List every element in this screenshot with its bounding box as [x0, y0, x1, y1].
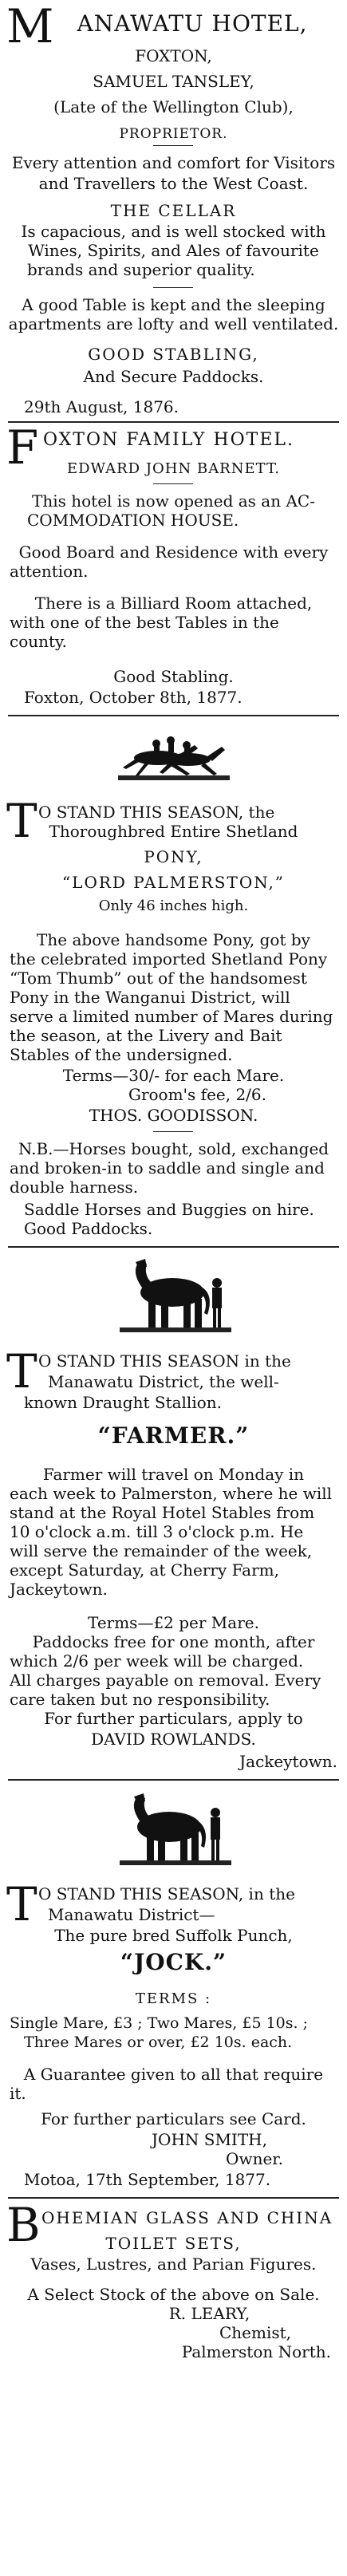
column-rule [8, 2197, 339, 2199]
draught-horse-woodcut-icon [120, 1256, 231, 1335]
ad-line: Terms—30/- for each Mare. [62, 1066, 285, 1085]
ad-line: Good Board and Residence with every [18, 542, 329, 562]
ad-line: All charges payable on removal. Every [10, 1671, 321, 1690]
ad-line: which 2/6 per week will be charged. [10, 1651, 304, 1671]
ad-line: Pony in the Wanganui District, will [10, 988, 290, 1007]
ad-line: Palmerston North. [181, 2342, 331, 2361]
horse-name: “LORD PALMERSTON,” [61, 873, 286, 892]
suffolk-horse-woodcut-icon [120, 1789, 231, 1868]
ad-line: with one of the best Tables in the [10, 613, 279, 632]
ad-date: Motoa, 17th September, 1877. [24, 2170, 271, 2189]
ad-line: Good Stabling. [113, 667, 234, 686]
ad-line: Three Mares or over, £2 10s. each. [24, 2034, 293, 2051]
column-rule [8, 1246, 339, 1248]
ad-line: A Select Stock of the above on Sale. [27, 2285, 320, 2304]
advertiser-name: THOS. GOODISSON. [89, 1106, 258, 1125]
ad-line: This hotel is now opened as an AC- [32, 491, 315, 511]
ad-line: stand at the Royal Hotel Stables from [10, 1503, 315, 1522]
ad-line: Farmer will travel on Monday in [42, 1465, 305, 1484]
short-rule [153, 483, 193, 484]
drop-cap: B [6, 2198, 41, 2252]
ad-date: Foxton, October 8th, 1877. [24, 688, 243, 707]
ad-line: Vases, Lustres, and Parian Figures. [30, 2254, 317, 2274]
ad-line: And Secure Paddocks. [83, 367, 264, 386]
subheading: THE CELLAR [110, 201, 237, 220]
ad-heading: O STAND THIS SEASON, in the [38, 1884, 295, 1903]
subheading: TOILET SETS, [105, 2234, 242, 2253]
ad-date: 29th August, 1876. [24, 397, 179, 416]
column-rule [8, 421, 339, 423]
ad-line: brands and superior quality. [27, 260, 255, 279]
horse-name: “JOCK.” [120, 1949, 227, 1975]
ad-heading: OXTON FAMILY HOTEL. [43, 430, 294, 450]
ad-line: Groom's fee, 2/6. [128, 1085, 267, 1104]
racehorses-woodcut-icon [118, 729, 230, 785]
short-rule [153, 145, 193, 146]
ad-line: Thoroughbred Entire Shetland [49, 822, 298, 841]
ad-line: A good Table is kept and the sleeping [22, 295, 325, 314]
ad-line: except Saturday, at Cherry Farm, [10, 1560, 279, 1580]
ad-line: and Travellers to the West Coast. [38, 174, 309, 193]
ad-line: FOXTON, [135, 46, 212, 65]
ad-line: The pure bred Suffolk Punch, [54, 1926, 293, 1945]
drop-cap: T [6, 1877, 37, 1931]
ad-line: For further particulars, apply to [44, 1709, 303, 1728]
ad-line: and broken-in to saddle and single and [10, 1158, 325, 1178]
advertiser-name: R. LEARY, [168, 2304, 250, 2323]
ad-line: apartments are lofty and well ventilated. [8, 314, 339, 333]
proprietor-name: SAMUEL TANSLEY, [93, 72, 254, 91]
ad-line: COMMODATION HOUSE. [27, 511, 239, 530]
ad-line: Is capacious, and is well stocked with [21, 222, 326, 241]
ad-line: (Late of the Wellington Club), [53, 97, 294, 116]
ad-line: Paddocks free for one month, after [32, 1632, 315, 1651]
ad-line: known Draught Stallion. [24, 1393, 223, 1412]
ad-line: the season, at the Livery and Bait [10, 1026, 282, 1045]
advertiser-name: JOHN SMITH, [152, 2130, 267, 2149]
ad-heading: OHEMIAN GLASS AND CHINA [41, 2208, 333, 2227]
ad-line: Wines, Spirits, and Ales of favourite [28, 241, 319, 260]
short-rule [153, 287, 193, 288]
ad-line: Every attention and comfort for Visitors [11, 153, 336, 172]
ad-line: The above handsome Pony, got by [37, 930, 310, 949]
drop-cap: M [6, 0, 54, 53]
ad-line: There is a Billiard Room attached, [34, 594, 313, 613]
subheading: PONY, [144, 847, 203, 866]
short-rule [153, 1131, 193, 1132]
ad-line: PROPRIETOR. [119, 126, 228, 142]
subheading: TERMS : [135, 1990, 212, 2007]
ad-line: Jackeytown. [10, 1580, 108, 1599]
subheading: GOOD STABLING, [88, 345, 259, 364]
proprietor-name: EDWARD JOHN BARNETT. [66, 460, 281, 477]
drop-cap: T [6, 794, 37, 848]
column-rule [8, 1779, 339, 1781]
ad-line: each week to Palmerston, where he will [10, 1484, 333, 1503]
advertiser-name: DAVID ROWLANDS. [91, 1730, 256, 1749]
ad-line: N.B.—Horses bought, sold, exchanged [18, 1139, 329, 1158]
ad-line: Only 46 inches high. [98, 897, 249, 914]
ad-line: Manawatu District— [48, 1905, 215, 1924]
drop-cap: F [6, 420, 39, 475]
ad-line: Terms—£2 per Mare. [88, 1613, 259, 1632]
ad-heading: O STAND THIS SEASON in the [38, 1351, 291, 1371]
ad-line: For further particulars see Card. [41, 2109, 306, 2128]
ad-line: will serve the remainder of the week, [10, 1541, 313, 1560]
ad-line: “Tom Thumb” out of the handsomest [10, 968, 307, 988]
ad-line: it. [10, 2084, 26, 2103]
ad-line: the celebrated imported Shetland Pony [10, 949, 328, 968]
ad-line: Manawatu District, the well- [48, 1372, 279, 1391]
ad-line: double harness. [10, 1178, 139, 1197]
horse-name: “FARMER.” [97, 1422, 250, 1449]
ad-line: 10 o'clock a.m. till 3 o'clock p.m. He [10, 1522, 304, 1541]
ad-line: serve a limited number of Mares during [10, 1007, 333, 1026]
ad-line: Owner. [226, 2149, 283, 2168]
ad-line: care taken but no responsibility. [10, 1690, 270, 1709]
ad-line: Good Paddocks. [24, 1219, 153, 1238]
ad-line: attention. [10, 562, 89, 581]
ad-line: Chemist, [219, 2323, 291, 2342]
column-rule [8, 715, 339, 716]
ad-line: county. [10, 632, 68, 651]
ad-heading: ANAWATU HOTEL, [77, 10, 308, 37]
ad-line: Stables of the undersigned. [10, 1045, 233, 1064]
ad-heading: O STAND THIS SEASON, the [38, 803, 275, 822]
ad-line: Saddle Horses and Buggies on hire. [24, 1200, 314, 1219]
ad-line: Jackeytown. [239, 1752, 337, 1771]
drop-cap: T [6, 1344, 37, 1398]
ad-line: A Guarantee given to all that require [23, 2065, 324, 2084]
ad-line: Single Mare, £3 ; Two Mares, £5 10s. ; [10, 2014, 308, 2032]
